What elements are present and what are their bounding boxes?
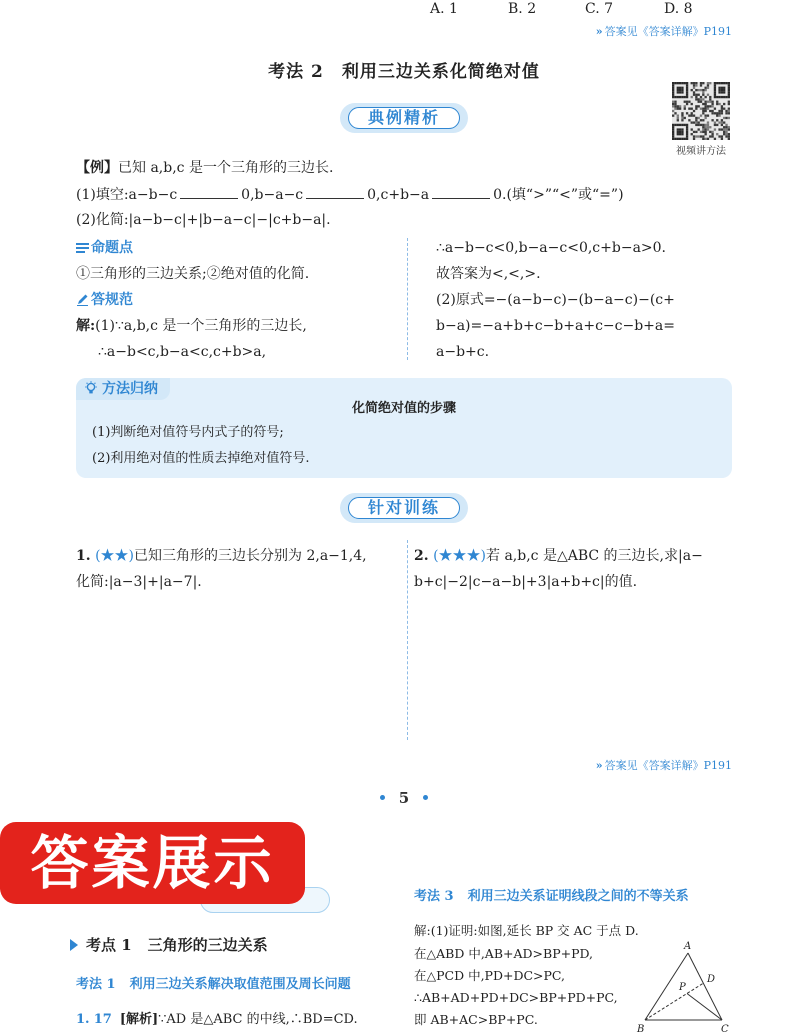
segment-pc xyxy=(687,994,722,1021)
answer-item-1-number: 1. xyxy=(76,1012,90,1027)
double-chevron-right-icon: » xyxy=(595,25,603,38)
method-step-1: (1)判断绝对值符号内式子的符号; xyxy=(92,425,284,440)
exercise-2-line-1 xyxy=(414,546,703,566)
answer-method-3-title: 利用三边关系证明线段之间的不等关系 xyxy=(467,889,689,904)
solution-right-line-4: b−a)=−a+b+c−b+a+c−c−b+a= xyxy=(436,318,675,334)
figure-label-a: A xyxy=(684,941,692,952)
section-heading xyxy=(40,60,768,84)
q1-part-3: 0,c+b−a xyxy=(367,187,430,203)
answer-topic-label: 考点 1 xyxy=(86,936,132,954)
example-question-1 xyxy=(76,184,624,205)
method-summary-title: 化简绝对值的步骤 xyxy=(351,401,456,416)
page-dot-left xyxy=(380,795,385,800)
answer-display-banner: 答案展示 xyxy=(0,822,305,904)
exercise-2-line-2: b+c|−2|c−a−b|+3|a+b+c|的值. xyxy=(414,574,638,590)
triangle-marker-icon xyxy=(70,939,78,951)
figure-label-b: B xyxy=(637,1024,645,1034)
double-chevron-right-icon: » xyxy=(595,759,603,772)
page-number xyxy=(364,789,444,807)
proof-line-2: 在△ABD 中,AB+AD>BP+PD, xyxy=(414,946,594,961)
answer-blank xyxy=(306,184,364,199)
answer-item-1-answer: 17 xyxy=(93,1012,112,1027)
answer-reference-bottom xyxy=(596,759,732,773)
example-prefix: 【例】 xyxy=(76,160,118,176)
figure-label-p: P xyxy=(679,982,686,993)
answer-item-1-tag: [解析] xyxy=(119,1012,159,1027)
answer-topic-title: 三角形的三边关系 xyxy=(147,936,268,954)
practice-badge-label: 针对训练 xyxy=(348,497,460,519)
answer-reference-text: 答案见《答案详解》P191 xyxy=(604,759,732,772)
answer-blank xyxy=(432,184,490,199)
exercise-2-difficulty: (★★★) xyxy=(433,548,487,564)
figure-label-d: D xyxy=(707,974,716,985)
option-a: A. 1 xyxy=(430,1,458,17)
answer-method-3-label: 考法 3 xyxy=(414,889,454,904)
proof-line-4: ∴AB+AD+PD+DC>BP+PD+PC, xyxy=(414,990,618,1005)
method-step-2: (2)利用绝对值的性质去掉绝对值符号. xyxy=(92,451,310,466)
answer-blank xyxy=(180,184,238,199)
column-divider xyxy=(407,238,408,360)
section-heading-title: 利用三边关系化简绝对值 xyxy=(341,62,540,82)
solution-label: 答规范 xyxy=(91,292,133,308)
figure-label-c: C xyxy=(721,1024,729,1034)
example-stem-text: 已知 a,b,c 是一个三角形的三边长. xyxy=(118,160,334,176)
exercise-1-number: 1. xyxy=(76,548,91,564)
q1-part-1: (1)填空:a−b−c xyxy=(76,187,178,203)
column-divider xyxy=(407,540,408,740)
answer-reference-top xyxy=(596,25,732,39)
segment-ac xyxy=(688,953,722,1020)
exercise-1-line-1 xyxy=(76,546,367,566)
solution-prefix: 解: xyxy=(76,318,96,334)
qr-caption: 视频讲方法 xyxy=(676,146,726,157)
qr-code xyxy=(672,82,730,140)
q1-part-4: 0.(填“>”“<”或“=”) xyxy=(493,187,624,203)
proposition-header xyxy=(76,238,133,258)
exercise-1-difficulty: (★★) xyxy=(95,548,135,564)
solution-right-line-1: ∴a−b−c<0,b−a−c<0,c+b−a>0. xyxy=(436,240,667,256)
option-d: D. 8 xyxy=(664,1,693,17)
solution-header xyxy=(76,290,133,310)
exercise-1-text: 已知三角形的三边长分别为 2,a−1,4, xyxy=(134,548,367,564)
option-c: C. 7 xyxy=(585,1,614,17)
solution-line-2: ∴a−b<c,b−a<c,c+b>a, xyxy=(98,344,267,360)
answer-method-3-heading xyxy=(414,888,689,906)
proposition-label: 命题点 xyxy=(91,240,133,256)
pen-icon xyxy=(76,293,89,306)
answer-method-1-label: 考法 1 xyxy=(76,977,116,992)
exercise-1-line-2: 化简:|a−3|+|a−7|. xyxy=(76,574,202,590)
answer-method-1-title: 利用三边关系解决取值范围及周长问题 xyxy=(129,977,351,992)
solution-right-line-5: a−b+c. xyxy=(436,344,490,360)
proof-line-5: 即 AB+AC>BP+PC. xyxy=(414,1012,538,1027)
section-heading-label: 考法 2 xyxy=(268,62,324,82)
q1-part-2: 0,b−a−c xyxy=(241,187,304,203)
segment-bd xyxy=(645,983,703,1020)
example-stem xyxy=(76,158,333,178)
answer-method-1-heading xyxy=(76,976,351,994)
answer-item-1 xyxy=(76,1011,358,1029)
method-summary-box xyxy=(76,378,732,478)
method-summary-label: 方法归纳 xyxy=(102,381,158,397)
example-badge xyxy=(340,103,468,133)
solution-text: (1)∵a,b,c 是一个三角形的三边长, xyxy=(95,318,307,334)
example-badge-label: 典例精析 xyxy=(348,107,460,129)
answer-item-1-text: ∵AD 是△ABC 的中线,∴BD=CD. xyxy=(158,1012,358,1027)
solution-line-1 xyxy=(76,316,307,336)
answer-topic-heading xyxy=(70,935,268,955)
example-question-2: (2)化简:|a−b−c|+|b−a−c|−|c+b−a|. xyxy=(76,212,331,228)
proof-line-3: 在△PCD 中,PD+DC>PC, xyxy=(414,968,566,983)
proposition-text: ①三角形的三边关系;②绝对值的化简. xyxy=(76,266,310,282)
solution-right-line-3: (2)原式=−(a−b−c)−(b−a−c)−(c+ xyxy=(436,292,675,308)
exercise-2-text: 若 a,b,c 是△ABC 的三边长,求|a− xyxy=(486,548,703,564)
page-dot-right xyxy=(423,795,428,800)
page-number-text: 5 xyxy=(398,789,410,807)
option-b: B. 2 xyxy=(508,1,537,17)
answer-reference-text: 答案见《答案详解》P191 xyxy=(604,25,732,38)
practice-badge xyxy=(340,493,468,523)
exercise-2-number: 2. xyxy=(414,548,429,564)
method-summary-header xyxy=(76,378,170,400)
triangle-figure xyxy=(636,940,732,1034)
lightbulb-icon xyxy=(84,381,98,395)
list-icon xyxy=(76,242,89,254)
solution-right-line-2: 故答案为<,<,>. xyxy=(436,266,541,282)
proof-line-1: 解:(1)证明:如图,延长 BP 交 AC 于点 D. xyxy=(414,923,639,938)
